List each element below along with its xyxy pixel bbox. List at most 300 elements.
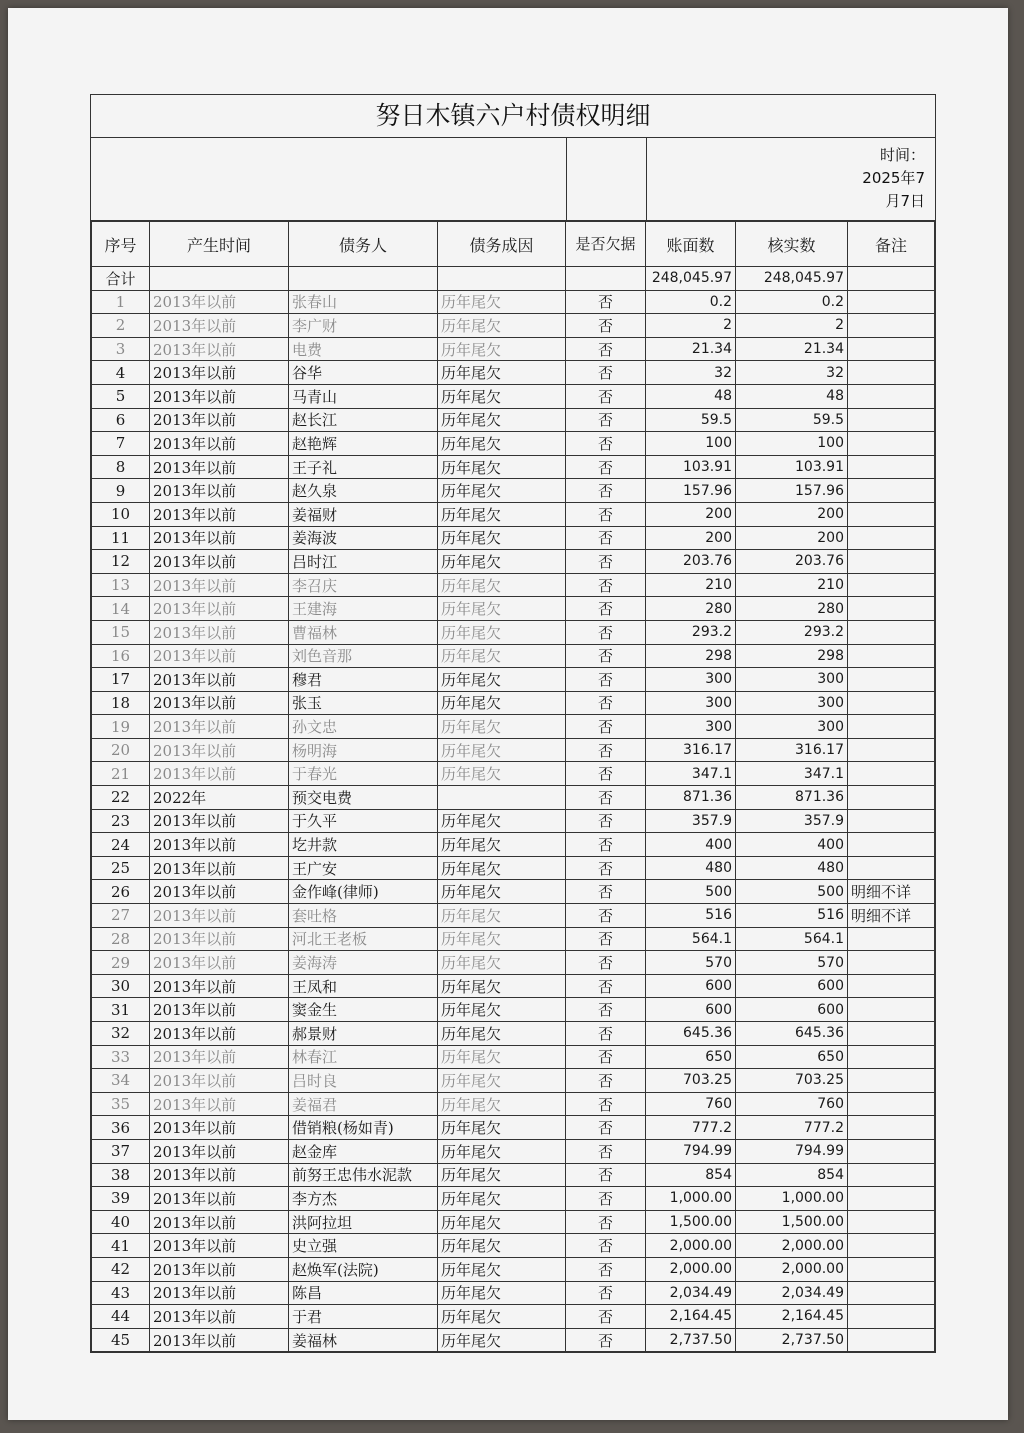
row-seq: 15 [92, 620, 150, 644]
row-book: 200 [646, 502, 736, 526]
date-row [91, 138, 935, 221]
row-debtor: 谷华 [289, 361, 438, 385]
row-reason: 历年尾欠 [438, 290, 566, 314]
row-reason: 历年尾欠 [438, 597, 566, 621]
row-note [848, 738, 935, 762]
row-debtor: 姜福财 [289, 502, 438, 526]
row-note [848, 432, 935, 456]
row-verified: 200 [736, 526, 848, 550]
table-row [92, 715, 935, 739]
row-book: 32 [646, 361, 736, 385]
row-verified: 2,737.50 [736, 1328, 848, 1352]
row-debtor: 姜海涛 [289, 951, 438, 975]
row-debtor: 李广财 [289, 314, 438, 338]
row-seq: 30 [92, 974, 150, 998]
row-receipt: 否 [566, 1069, 646, 1093]
row-seq: 9 [92, 479, 150, 503]
row-book: 200 [646, 526, 736, 550]
row-seq: 22 [92, 786, 150, 810]
row-receipt: 否 [566, 951, 646, 975]
table-row [92, 833, 935, 857]
row-receipt: 否 [566, 526, 646, 550]
table-row [92, 786, 935, 810]
row-debtor: 吕时良 [289, 1069, 438, 1093]
row-verified: 210 [736, 573, 848, 597]
table-row [92, 432, 935, 456]
table-row [92, 1234, 935, 1258]
table-row [92, 738, 935, 762]
row-time: 2013年以前 [150, 856, 289, 880]
blank-cell [567, 138, 647, 220]
row-reason: 历年尾欠 [438, 1257, 566, 1281]
table-row [92, 408, 935, 432]
row-debtor: 王凤和 [289, 974, 438, 998]
row-note [848, 1022, 935, 1046]
row-book: 21.34 [646, 337, 736, 361]
row-reason: 历年尾欠 [438, 762, 566, 786]
row-receipt: 否 [566, 998, 646, 1022]
row-reason: 历年尾欠 [438, 314, 566, 338]
row-reason: 历年尾欠 [438, 502, 566, 526]
table-row [92, 951, 935, 975]
row-note [848, 502, 935, 526]
row-debtor: 赵久泉 [289, 479, 438, 503]
row-verified: 2 [736, 314, 848, 338]
row-time: 2013年以前 [150, 1187, 289, 1211]
row-verified: 645.36 [736, 1022, 848, 1046]
row-note: 明细不详 [848, 904, 935, 928]
row-book: 564.1 [646, 927, 736, 951]
row-note [848, 856, 935, 880]
row-reason: 历年尾欠 [438, 715, 566, 739]
row-note [848, 314, 935, 338]
row-verified: 480 [736, 856, 848, 880]
row-seq: 29 [92, 951, 150, 975]
row-verified: 357.9 [736, 809, 848, 833]
table-row [92, 1210, 935, 1234]
row-reason: 历年尾欠 [438, 337, 566, 361]
row-debtor: 马青山 [289, 384, 438, 408]
row-verified: 600 [736, 998, 848, 1022]
row-note [848, 361, 935, 385]
total-cell [438, 267, 566, 291]
row-note [848, 1281, 935, 1305]
row-debtor: 赵长江 [289, 408, 438, 432]
row-debtor: 赵焕军(法院) [289, 1257, 438, 1281]
total-verified: 248,045.97 [736, 267, 848, 291]
row-book: 2,737.50 [646, 1328, 736, 1352]
row-time: 2013年以前 [150, 526, 289, 550]
row-time: 2013年以前 [150, 738, 289, 762]
row-book: 600 [646, 998, 736, 1022]
table-row [92, 502, 935, 526]
table-row [92, 974, 935, 998]
row-note [848, 1069, 935, 1093]
row-book: 777.2 [646, 1116, 736, 1140]
row-note [848, 573, 935, 597]
row-debtor: 陈昌 [289, 1281, 438, 1305]
row-book: 871.36 [646, 786, 736, 810]
blank-cell [91, 138, 567, 220]
total-row [92, 267, 935, 291]
row-receipt: 否 [566, 1139, 646, 1163]
row-seq: 10 [92, 502, 150, 526]
row-debtor: 孙文忠 [289, 715, 438, 739]
row-verified: 854 [736, 1163, 848, 1187]
row-reason: 历年尾欠 [438, 455, 566, 479]
table-row [92, 927, 935, 951]
row-receipt: 否 [566, 715, 646, 739]
row-reason: 历年尾欠 [438, 1045, 566, 1069]
header-book: 账面数 [646, 222, 736, 267]
header-time: 产生时间 [150, 222, 289, 267]
row-debtor: 赵艳辉 [289, 432, 438, 456]
row-debtor: 王子礼 [289, 455, 438, 479]
row-time: 2013年以前 [150, 1069, 289, 1093]
table-row [92, 644, 935, 668]
table-row [92, 455, 935, 479]
row-time: 2013年以前 [150, 833, 289, 857]
row-note [848, 290, 935, 314]
row-reason: 历年尾欠 [438, 479, 566, 503]
row-book: 203.76 [646, 550, 736, 574]
row-time: 2013年以前 [150, 1092, 289, 1116]
row-seq: 44 [92, 1305, 150, 1329]
row-seq: 1 [92, 290, 150, 314]
row-reason: 历年尾欠 [438, 1163, 566, 1187]
table-row [92, 290, 935, 314]
row-verified: 48 [736, 384, 848, 408]
row-note [848, 644, 935, 668]
row-note [848, 927, 935, 951]
row-debtor: 郝景财 [289, 1022, 438, 1046]
row-reason: 历年尾欠 [438, 550, 566, 574]
table-row [92, 620, 935, 644]
row-debtor: 林春江 [289, 1045, 438, 1069]
table-row [92, 526, 935, 550]
row-time: 2013年以前 [150, 951, 289, 975]
row-verified: 21.34 [736, 337, 848, 361]
row-verified: 570 [736, 951, 848, 975]
header-note: 备注 [848, 222, 935, 267]
row-reason: 历年尾欠 [438, 361, 566, 385]
row-time: 2013年以前 [150, 998, 289, 1022]
row-reason: 历年尾欠 [438, 998, 566, 1022]
row-note [848, 809, 935, 833]
row-verified: 300 [736, 715, 848, 739]
row-time: 2013年以前 [150, 1163, 289, 1187]
row-book: 100 [646, 432, 736, 456]
row-time: 2013年以前 [150, 337, 289, 361]
row-time: 2013年以前 [150, 691, 289, 715]
row-verified: 200 [736, 502, 848, 526]
row-time: 2013年以前 [150, 361, 289, 385]
row-reason: 历年尾欠 [438, 1069, 566, 1093]
row-receipt: 否 [566, 455, 646, 479]
row-book: 280 [646, 597, 736, 621]
row-debtor: 姜福君 [289, 1092, 438, 1116]
row-book: 1,500.00 [646, 1210, 736, 1234]
table-row [92, 691, 935, 715]
row-receipt: 否 [566, 644, 646, 668]
row-book: 1,000.00 [646, 1187, 736, 1211]
row-seq: 13 [92, 573, 150, 597]
row-note [848, 550, 935, 574]
total-book: 248,045.97 [646, 267, 736, 291]
row-book: 2,034.49 [646, 1281, 736, 1305]
row-book: 48 [646, 384, 736, 408]
row-debtor: 借销粮(杨如青) [289, 1116, 438, 1140]
row-reason: 历年尾欠 [438, 951, 566, 975]
row-receipt: 否 [566, 668, 646, 692]
header-row [92, 222, 935, 267]
row-receipt: 否 [566, 479, 646, 503]
row-time: 2013年以前 [150, 1234, 289, 1258]
row-receipt: 否 [566, 290, 646, 314]
date-value-line2: 月7日 [885, 192, 925, 210]
row-seq: 42 [92, 1257, 150, 1281]
table-row [92, 856, 935, 880]
row-time: 2013年以前 [150, 762, 289, 786]
row-verified: 650 [736, 1045, 848, 1069]
row-debtor: 李召庆 [289, 573, 438, 597]
row-time: 2013年以前 [150, 927, 289, 951]
table-row [92, 573, 935, 597]
row-seq: 43 [92, 1281, 150, 1305]
row-reason: 历年尾欠 [438, 856, 566, 880]
table-row [92, 1163, 935, 1187]
row-seq: 12 [92, 550, 150, 574]
row-reason: 历年尾欠 [438, 1234, 566, 1258]
row-note [848, 1257, 935, 1281]
row-verified: 1,500.00 [736, 1210, 848, 1234]
row-verified: 0.2 [736, 290, 848, 314]
row-seq: 5 [92, 384, 150, 408]
row-debtor: 前努王忠伟水泥款 [289, 1163, 438, 1187]
row-book: 347.1 [646, 762, 736, 786]
row-time: 2013年以前 [150, 1257, 289, 1281]
row-note [848, 1210, 935, 1234]
row-debtor: 赵金库 [289, 1139, 438, 1163]
row-note [848, 1045, 935, 1069]
row-note [848, 1234, 935, 1258]
row-receipt: 否 [566, 856, 646, 880]
table-row [92, 314, 935, 338]
row-receipt: 否 [566, 738, 646, 762]
row-reason: 历年尾欠 [438, 1281, 566, 1305]
row-book: 300 [646, 668, 736, 692]
row-note [848, 1092, 935, 1116]
row-receipt: 否 [566, 361, 646, 385]
row-reason: 历年尾欠 [438, 738, 566, 762]
table-row [92, 809, 935, 833]
row-note [848, 715, 935, 739]
row-book: 794.99 [646, 1139, 736, 1163]
row-time: 2013年以前 [150, 880, 289, 904]
row-debtor: 李方杰 [289, 1187, 438, 1211]
row-reason: 历年尾欠 [438, 1210, 566, 1234]
row-verified: 2,034.49 [736, 1281, 848, 1305]
row-verified: 59.5 [736, 408, 848, 432]
header-receipt: 是否欠据 [566, 222, 646, 267]
table-row [92, 1257, 935, 1281]
row-note [848, 526, 935, 550]
row-reason: 历年尾欠 [438, 904, 566, 928]
row-book: 645.36 [646, 1022, 736, 1046]
row-receipt: 否 [566, 550, 646, 574]
row-note [848, 337, 935, 361]
row-seq: 27 [92, 904, 150, 928]
row-note [848, 998, 935, 1022]
row-book: 600 [646, 974, 736, 998]
row-receipt: 否 [566, 314, 646, 338]
row-time: 2013年以前 [150, 1139, 289, 1163]
row-time: 2013年以前 [150, 904, 289, 928]
table-row [92, 904, 935, 928]
row-book: 210 [646, 573, 736, 597]
row-receipt: 否 [566, 1257, 646, 1281]
row-seq: 39 [92, 1187, 150, 1211]
row-reason: 历年尾欠 [438, 573, 566, 597]
row-reason: 历年尾欠 [438, 880, 566, 904]
table-row [92, 1328, 935, 1352]
row-book: 157.96 [646, 479, 736, 503]
row-debtor: 史立强 [289, 1234, 438, 1258]
row-verified: 777.2 [736, 1116, 848, 1140]
row-time: 2013年以前 [150, 1022, 289, 1046]
row-note [848, 951, 935, 975]
row-seq: 32 [92, 1022, 150, 1046]
row-receipt: 否 [566, 1234, 646, 1258]
row-reason: 历年尾欠 [438, 833, 566, 857]
row-receipt: 否 [566, 786, 646, 810]
row-verified: 293.2 [736, 620, 848, 644]
row-seq: 37 [92, 1139, 150, 1163]
date-value-line1: 2025年7 [862, 169, 925, 187]
row-book: 480 [646, 856, 736, 880]
row-note [848, 762, 935, 786]
row-time: 2013年以前 [150, 620, 289, 644]
row-reason: 历年尾欠 [438, 1139, 566, 1163]
row-receipt: 否 [566, 1045, 646, 1069]
table-row [92, 762, 935, 786]
row-time: 2013年以前 [150, 314, 289, 338]
row-verified: 300 [736, 691, 848, 715]
row-receipt: 否 [566, 1022, 646, 1046]
row-book: 703.25 [646, 1069, 736, 1093]
debt-table-sheet [90, 94, 936, 1353]
row-time: 2013年以前 [150, 432, 289, 456]
row-time: 2013年以前 [150, 455, 289, 479]
row-book: 316.17 [646, 738, 736, 762]
row-book: 298 [646, 644, 736, 668]
row-seq: 21 [92, 762, 150, 786]
row-book: 300 [646, 715, 736, 739]
row-book: 2,000.00 [646, 1257, 736, 1281]
row-receipt: 否 [566, 691, 646, 715]
total-cell [289, 267, 438, 291]
table-row [92, 479, 935, 503]
table-row [92, 1022, 935, 1046]
row-debtor: 曹福林 [289, 620, 438, 644]
row-note [848, 1116, 935, 1140]
row-seq: 14 [92, 597, 150, 621]
row-time: 2013年以前 [150, 809, 289, 833]
total-label: 合计 [92, 267, 150, 291]
row-verified: 316.17 [736, 738, 848, 762]
row-receipt: 否 [566, 809, 646, 833]
row-reason: 历年尾欠 [438, 1022, 566, 1046]
row-time: 2013年以前 [150, 573, 289, 597]
row-seq: 28 [92, 927, 150, 951]
row-receipt: 否 [566, 974, 646, 998]
row-debtor: 预交电费 [289, 786, 438, 810]
row-book: 2,164.45 [646, 1305, 736, 1329]
row-book: 0.2 [646, 290, 736, 314]
row-receipt: 否 [566, 597, 646, 621]
total-cell [150, 267, 289, 291]
row-book: 293.2 [646, 620, 736, 644]
row-seq: 7 [92, 432, 150, 456]
row-note [848, 786, 935, 810]
row-note [848, 691, 935, 715]
paper-sheet [8, 8, 1008, 1420]
row-reason: 历年尾欠 [438, 691, 566, 715]
row-receipt: 否 [566, 762, 646, 786]
row-time: 2013年以前 [150, 974, 289, 998]
row-seq: 24 [92, 833, 150, 857]
row-time: 2013年以前 [150, 502, 289, 526]
row-debtor: 穆君 [289, 668, 438, 692]
row-time: 2013年以前 [150, 715, 289, 739]
row-time: 2013年以前 [150, 1305, 289, 1329]
row-seq: 4 [92, 361, 150, 385]
row-debtor: 套吐格 [289, 904, 438, 928]
table-row [92, 668, 935, 692]
row-verified: 2,164.45 [736, 1305, 848, 1329]
table-row [92, 550, 935, 574]
row-receipt: 否 [566, 432, 646, 456]
row-verified: 32 [736, 361, 848, 385]
row-debtor: 张春山 [289, 290, 438, 314]
table-row [92, 361, 935, 385]
row-note [848, 408, 935, 432]
table-row [92, 1139, 935, 1163]
table-row [92, 1069, 935, 1093]
row-reason: 历年尾欠 [438, 620, 566, 644]
row-debtor: 吕时江 [289, 550, 438, 574]
row-reason: 历年尾欠 [438, 668, 566, 692]
row-verified: 500 [736, 880, 848, 904]
row-debtor: 张玉 [289, 691, 438, 715]
row-receipt: 否 [566, 573, 646, 597]
row-seq: 6 [92, 408, 150, 432]
row-reason: 历年尾欠 [438, 1092, 566, 1116]
row-note [848, 455, 935, 479]
row-verified: 871.36 [736, 786, 848, 810]
row-seq: 23 [92, 809, 150, 833]
row-book: 300 [646, 691, 736, 715]
row-time: 2013年以前 [150, 1116, 289, 1140]
row-receipt: 否 [566, 502, 646, 526]
row-seq: 41 [92, 1234, 150, 1258]
row-seq: 11 [92, 526, 150, 550]
total-cell [566, 267, 646, 291]
row-verified: 2,000.00 [736, 1234, 848, 1258]
row-time: 2013年以前 [150, 597, 289, 621]
row-seq: 18 [92, 691, 150, 715]
row-reason: 历年尾欠 [438, 809, 566, 833]
